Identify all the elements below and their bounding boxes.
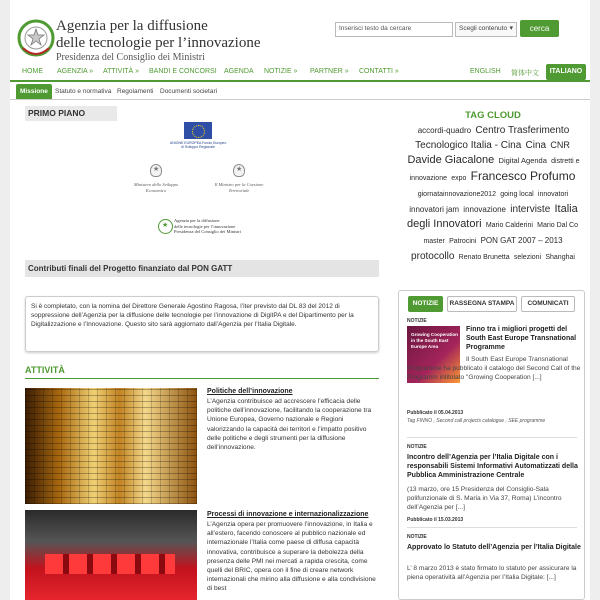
news-excerpt: (13 marzo, ore 15 Presidenza del Consiglio-Sala polifunzionale di S. Maria in Via 37, Roma) L’incontro dell’Agenzia per [...] <box>407 486 562 511</box>
tag-link[interactable]: interviste <box>510 204 551 215</box>
news-tags[interactable]: Tag FINNO , Second call projects catalogue , SEE programme <box>407 418 546 424</box>
news-date: Pubblicato il 15.03.2013 <box>407 517 464 523</box>
italian-emblem-logo[interactable] <box>16 18 56 58</box>
tag-link[interactable]: Mario Calderini <box>485 222 533 229</box>
nav-bandi-concorsi[interactable]: BANDI E CONCORSI <box>149 68 217 75</box>
tag-link[interactable]: master <box>423 238 445 245</box>
agency-mini-line3: Presidenza del Consiglio dei Ministri <box>174 229 241 234</box>
ministry-caption-1: Ministero dello Sviluppo Economico <box>133 182 179 193</box>
news-thumbnail-caption: Growing Cooperation in the South East Europe Area <box>411 332 458 349</box>
divider <box>407 527 577 528</box>
tagcloud-heading: TAG CLOUD <box>465 110 521 121</box>
news-title[interactable]: Finno tra i migliori progetti del South East Europe Transnational Programme <box>466 326 577 351</box>
news-category: NOTIZIE <box>407 534 427 540</box>
tag-link[interactable]: Renato Brunetta <box>458 254 510 261</box>
exhibition-image[interactable] <box>25 510 197 600</box>
site-title[interactable] <box>56 18 261 52</box>
site-title-line1: Agenzia per la diffusione <box>56 18 208 34</box>
search-input[interactable]: Inserisci testo da cercare <box>335 22 453 37</box>
news-excerpt: Il South East Europe Transnational Programme ha pubblicato il catalogo del Second Call of the Programm intitolato "Growing Cooperation [...] <box>407 356 581 381</box>
site-title-line2: delle tecnologie per l’innovazione <box>56 35 261 51</box>
nav-notizie[interactable]: NOTIZIE » <box>264 68 298 75</box>
nav-contatti[interactable]: CONTATTI » <box>359 68 399 75</box>
tag-cloud <box>403 123 583 265</box>
tag-link[interactable]: Digital Agenda <box>498 156 547 165</box>
tab-rassegna-stampa[interactable]: RASSEGNA STAMPA <box>447 296 517 312</box>
tag-link[interactable]: Cina <box>525 140 547 151</box>
tag-link[interactable]: innovatori <box>537 191 569 198</box>
subnav-regolamenti[interactable]: Regolamenti <box>117 88 154 95</box>
soppressione-notice: Si è completato, con la nomina del Direttore Generale Agostino Ragosa, l’iter previsto dal DL 83 del 2012 di soppressione dell’Agenzia per la diffusione delle tecnologie per l’innovazione di DigitPA e del Dipartimento per la Digitalizzazione e l’Innovazione. Questo sito sarà aggiornato dall’Agenzia per l’Italia Digitale. <box>25 296 379 352</box>
divider <box>25 378 379 379</box>
tag-link[interactable]: Centro Trasferimento Tecnologico Italia - Cina <box>415 125 570 151</box>
page <box>10 0 590 600</box>
nav-attivita[interactable]: ATTIVITÀ » <box>103 68 140 75</box>
nav-agenzia[interactable]: AGENZIA » <box>57 68 94 75</box>
nav-agenda[interactable]: AGENDA <box>224 68 254 75</box>
search-button[interactable]: cerca <box>520 20 559 37</box>
activity-title[interactable]: Processi di innovazione e internazionalizzazione <box>207 511 369 518</box>
agency-mini-line1: Agenzia per la diffusione <box>174 218 220 223</box>
search-scope-value: Scegli contenuto <box>459 25 508 32</box>
tag-link[interactable]: CNR <box>550 140 570 150</box>
agency-mini-caption <box>174 218 241 235</box>
tag-link[interactable]: distretti e innovazione <box>409 158 580 182</box>
tag-link[interactable]: accordi-quadro <box>417 126 472 135</box>
republic-emblem-icon <box>233 164 245 177</box>
tab-comunicati[interactable]: COMUNICATI <box>521 296 575 312</box>
tag-link[interactable]: Mario Dal Co <box>537 222 578 229</box>
tag-link[interactable]: Shanghai <box>545 254 575 261</box>
lang-italiano[interactable]: ITALIANO <box>546 64 586 80</box>
sub-navigation <box>10 84 590 100</box>
tag-link[interactable]: PON GAT 2007 – 2013 <box>480 236 563 245</box>
nav-partner[interactable]: PARTNER » <box>310 68 349 75</box>
search-scope-select[interactable] <box>455 22 517 37</box>
republic-emblem-icon <box>150 164 162 177</box>
news-category: NOTIZIE <box>407 444 427 450</box>
tag-link[interactable]: protocollo <box>411 251 455 262</box>
tab-notizie[interactable]: NOTIZIE <box>408 296 443 312</box>
lang-english[interactable]: ENGLISH <box>470 68 501 75</box>
agency-mini-logo <box>158 219 173 234</box>
subnav-missione[interactable]: Missione <box>16 84 52 99</box>
agency-mini-line2: delle tecnologie per l’innovazione <box>174 223 236 229</box>
tag-link[interactable]: Davide Giacalone <box>407 154 495 166</box>
building-image[interactable] <box>25 388 197 504</box>
news-title[interactable]: Incontro dell’Agenzia per l’Italia Digitale con i responsabili Sistemi Informativi Automatizzati della Pubblica Amministrazione Centrale <box>407 454 578 479</box>
subnav-documenti[interactable]: Documenti societari <box>160 88 218 95</box>
main-navigation <box>10 64 590 82</box>
tag-link[interactable]: Patrocini <box>449 238 477 245</box>
news-date: Pubblicato il 05.04.2013 <box>407 410 464 416</box>
attivita-heading: ATTIVITÀ <box>25 365 65 375</box>
news-category: NOTIZIE <box>407 318 427 324</box>
news-title[interactable]: Approvato lo Statuto dell’Agenzia per l’Italia Digitale <box>407 544 581 551</box>
contributi-banner[interactable]: Contributi finali del Progetto finanziato dal PON GATT <box>25 260 379 277</box>
tag-link[interactable]: giornatainnovazione2012 <box>417 191 496 198</box>
tag-link[interactable]: expo <box>451 175 467 182</box>
activity-text: L’Agenzia opera per promuovere l’innovazione, in Italia e all’estero, facendo conoscere al pubblico nazionale ed internazionale l’Italia come paese di diffusa capacità innovativa, contribuisce a superare la debolezza della presenza delle PMI nei mercati a rapida crescita, come quelli del BRIC, opera con il fine di creare network internazionali che mirino alla diffusione e alla condivisione di best <box>207 521 376 593</box>
divider <box>407 437 577 438</box>
activity-text: L’Agenzia contribuisce ad accrescere l’efficacia delle politiche dell’innovazione, facilitando la cooperazione tra Unione Europea, Governo nazionale e Regioni valorizzando la capacità dei territori e l’impatto positivo delle politiche e degli strumenti per la diffusione dell’innovazione. <box>207 398 372 452</box>
subnav-statuto[interactable]: Statuto e normativa <box>55 88 112 95</box>
activity-title[interactable]: Politiche dell’innovazione <box>207 388 293 395</box>
site-subtitle: Presidenza del Consiglio dei Ministri <box>56 52 205 63</box>
primo-piano-heading: PRIMO PIANO <box>25 106 117 121</box>
tag-link[interactable]: selezioni <box>513 254 542 261</box>
tag-link[interactable]: going local <box>500 191 534 198</box>
eu-logo-caption: UNIONE EUROPEA Fondo Europeo di Sviluppo Regionale <box>169 141 227 149</box>
tag-link[interactable]: innovatori jam <box>409 205 460 214</box>
tag-link[interactable]: innovazione <box>463 205 506 214</box>
lang-chinese[interactable]: 简体中文 <box>511 70 539 77</box>
ministry-caption-2: Il Ministro per la Coesione Territoriale <box>214 182 264 193</box>
tag-link[interactable]: Francesco Profumo <box>470 169 576 183</box>
eu-flag-logo <box>184 122 212 139</box>
nav-home[interactable]: HOME <box>22 68 43 75</box>
tag-link[interactable]: Italia degli Innovatori <box>406 203 578 230</box>
news-excerpt: L’ 8 marzo 2013 è stato firmato lo statuto per assicurare la piena operatività all’Agenzia per l’Italia Digitale: [...] <box>407 565 577 581</box>
